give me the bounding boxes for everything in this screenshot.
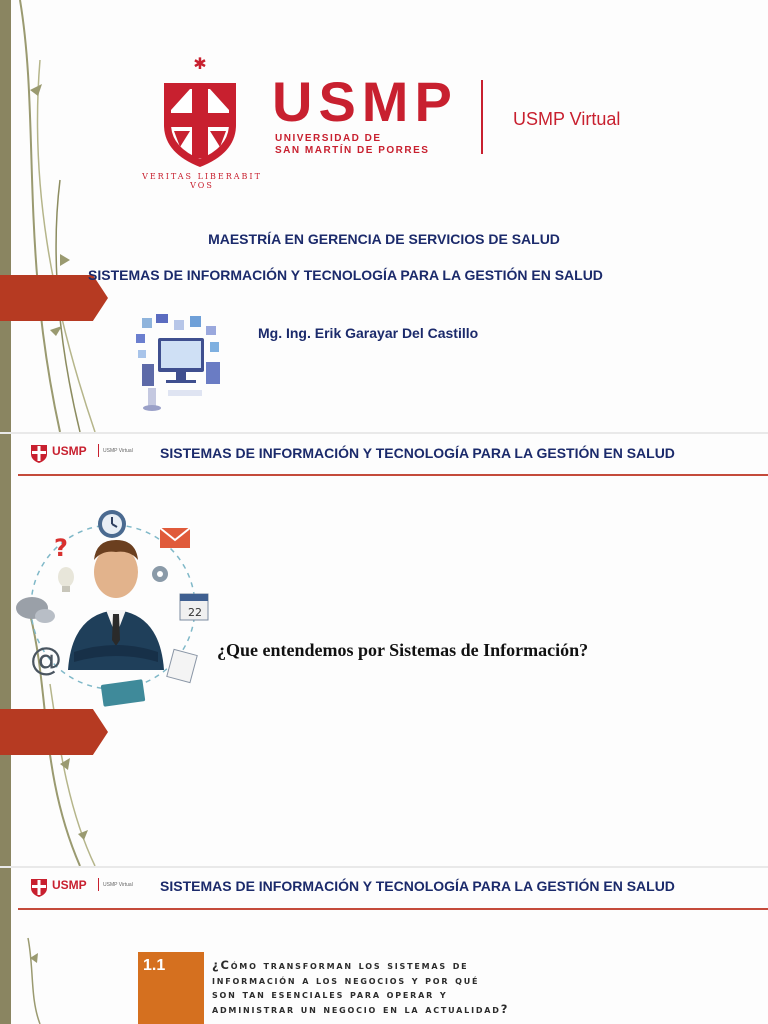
logo-motto: VERITAS LIBERABIT VOS: [142, 172, 262, 190]
svg-text:@: @: [30, 640, 62, 678]
header-virtual: USMP Virtual: [103, 448, 133, 454]
slide-question: [0, 434, 768, 866]
slide-title: [0, 0, 768, 432]
slide-section: [0, 868, 768, 1024]
vine-decoration: [0, 0, 120, 432]
logo-separator: [481, 80, 483, 154]
section-line-2: información a los negocios y por qué: [212, 972, 480, 987]
usmp-shield-logo: [140, 55, 260, 175]
question-text: ¿Que entendemos por Sistemas de Información?: [217, 640, 589, 660]
header-logo-text: USMP: [52, 444, 87, 458]
program-title: MAESTRÍA EN GERENCIA DE SERVICIOS DE SALUD: [208, 231, 560, 247]
svg-text:✱: ✱: [193, 55, 207, 73]
course-title: SISTEMAS DE INFORMACIÓN Y TECNOLOGÍA PARA LA GESTIÓN EN SALUD: [88, 267, 603, 283]
section-line-3: son tan esenciales para operar y: [212, 987, 448, 1001]
slide-header: [0, 868, 768, 910]
logo-wordmark: USMP: [272, 70, 458, 133]
logo-virtual: USMP Virtual: [513, 109, 621, 129]
logo-university-line1: UNIVERSIDAD DE: [275, 133, 382, 144]
header-title: SISTEMAS DE INFORMACIÓN Y TECNOLOGÍA PARA LA GESTIÓN EN SALUD: [160, 878, 675, 894]
header-title: SISTEMAS DE INFORMACIÓN Y TECNOLOGÍA PARA LA GESTIÓN EN SALUD: [160, 445, 675, 461]
section-line-4: administrar un negocio en la actualidad?: [212, 1001, 510, 1016]
businessman-illustration: [10, 502, 220, 717]
vine-decoration: [0, 868, 60, 1024]
header-logo-text: USMP: [52, 878, 87, 892]
svg-text:?: ?: [54, 534, 68, 562]
computer-illustration: [128, 312, 228, 416]
section-heading: [212, 958, 509, 1016]
header-divider: [18, 908, 768, 910]
logo-university-line2: SAN MARTÍN DE PORRES: [275, 145, 430, 156]
section-number: 1.1: [143, 957, 166, 974]
section-line-1: ¿Cómo transforman los sistemas de: [212, 958, 469, 972]
section-number-box: [138, 952, 204, 1024]
header-divider: [18, 474, 768, 476]
instructor-name: Mg. Ing. Erik Garayar Del Castillo: [258, 325, 479, 341]
header-virtual: USMP Virtual: [103, 882, 133, 888]
header-logo-separator: [98, 878, 99, 891]
calendar-day: 22: [188, 606, 202, 619]
